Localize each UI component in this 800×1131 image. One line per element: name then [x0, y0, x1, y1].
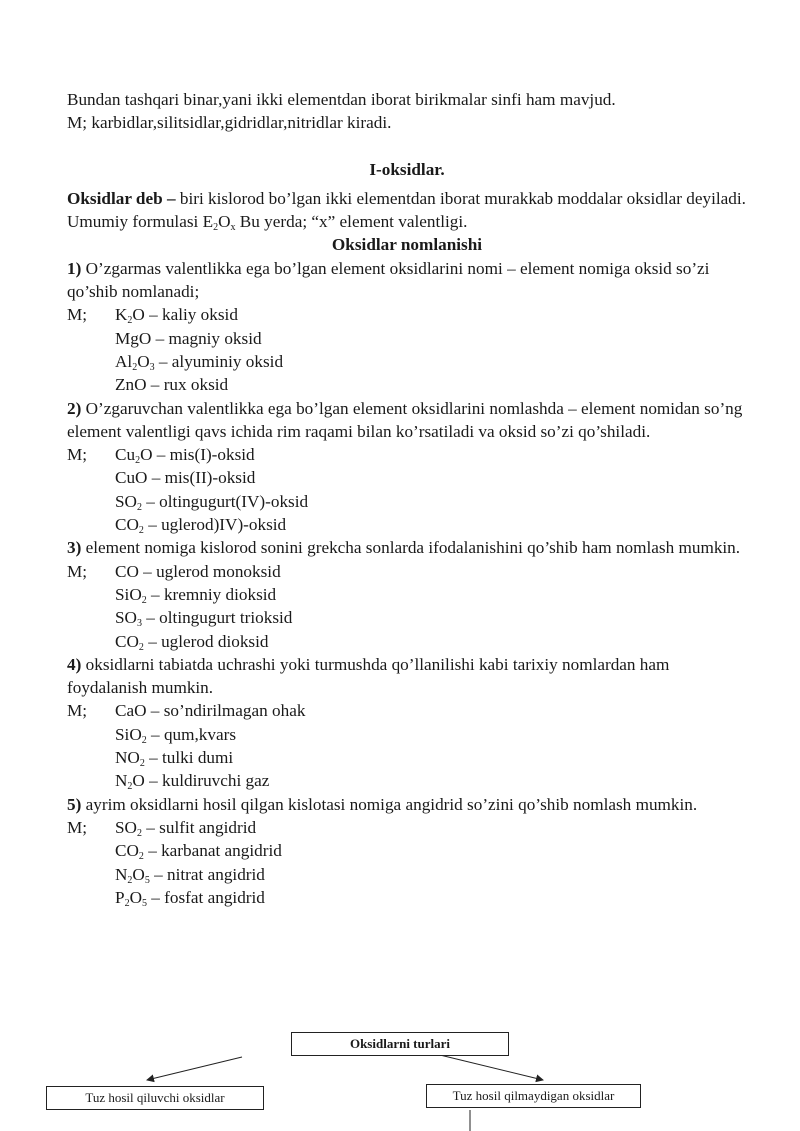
- arrow-to-right-box: [440, 1055, 543, 1080]
- example-marker: M;: [67, 445, 88, 465]
- definition-paragraph: [67, 187, 747, 210]
- document-body: [67, 88, 747, 909]
- formula-subscript: 2: [138, 641, 144, 653]
- formula-subscript: 5: [141, 897, 147, 909]
- rule-5: [67, 793, 747, 816]
- example-text: SiO: [115, 584, 142, 604]
- example-text: – alyuminiy oksid: [154, 351, 284, 371]
- example-line: [67, 443, 747, 466]
- example-text: SO: [115, 608, 137, 628]
- formula-subscript: 5: [144, 874, 150, 886]
- example-text: O – kuldiruvchi gaz: [132, 771, 270, 791]
- example-text: – uglerod dioksid: [143, 631, 269, 651]
- example-text: – qum,kvars: [146, 724, 237, 744]
- formula-subscript: 2: [124, 897, 130, 909]
- example-text: NO: [115, 748, 140, 768]
- example-text: O – mis(I)-oksid: [140, 445, 255, 465]
- example-text: – oltingugurt(IV)-oksid: [141, 491, 309, 511]
- example-line: [67, 816, 747, 839]
- example-text: CO: [115, 631, 139, 651]
- example-text: Cu: [115, 445, 136, 465]
- example-line: [67, 630, 747, 653]
- example-line: [67, 583, 747, 606]
- example-text: CaO – so’ndirilmagan ohak: [115, 701, 306, 721]
- example-text: SO: [115, 491, 137, 511]
- rule-number: 2): [67, 398, 82, 418]
- intro-line-2: M; karbidlar,silitsidlar,gidridlar,nitridlar kiradi.: [67, 113, 392, 133]
- example-line: [67, 863, 747, 886]
- formula-subscript: 2: [136, 827, 142, 839]
- example-line: [67, 373, 747, 396]
- left-box: Tuz hosil qiluvchi oksidlar: [46, 1086, 264, 1110]
- rule-4: [67, 653, 747, 700]
- example-text: – oltingugurt trioksid: [141, 608, 293, 628]
- example-text: Al: [115, 351, 133, 371]
- example-line: [67, 350, 747, 373]
- naming-subtitle: Oksidlar nomlanishi: [331, 235, 483, 255]
- example-text: – sulfit angidrid: [141, 817, 257, 837]
- rule-2: [67, 397, 747, 444]
- example-text: N: [115, 771, 128, 791]
- example-line: [67, 303, 747, 326]
- example-text: SO: [115, 817, 137, 837]
- example-text: CO: [115, 515, 139, 535]
- example-line: [67, 746, 747, 769]
- example-line: [67, 723, 747, 746]
- rule-1: [67, 257, 747, 304]
- example-text: SiO: [115, 724, 142, 744]
- general-formula: Umumiy formulasi $E_2O_x$ Bu yerda; “x” element valentligi.: [67, 212, 468, 234]
- formula-subscript: 2: [132, 361, 138, 373]
- example-marker: M;: [67, 305, 88, 325]
- formula-subscript: 2: [135, 455, 141, 467]
- formula-subscript: 2: [127, 781, 133, 793]
- formula-subscript: 2: [127, 874, 133, 886]
- example-marker: M;: [67, 561, 88, 581]
- intro-line-1: Bundan tashqari binar,yani ikki elementdan iborat birikmalar sinfi ham mavjud.: [67, 90, 616, 109]
- right-box: Tuz hosil qilmaydigan oksidlar: [426, 1084, 641, 1108]
- rule-text: O’zgarmas valentlikka ega bo’lgan element oksidlarini nomi – element nomiga oksid so’zi qo’shib nomlanadi;: [67, 258, 710, 302]
- rule-number: 4): [67, 654, 82, 674]
- rule-3: [67, 536, 747, 559]
- arrow-to-left-box: [147, 1057, 242, 1080]
- example-text: O: [129, 887, 142, 907]
- example-text: K: [115, 305, 128, 325]
- rule-number: 1): [67, 258, 82, 278]
- formula-subscript: 2: [138, 851, 144, 863]
- definition-term: Oksidlar deb –: [67, 188, 176, 208]
- example-line: [67, 327, 747, 350]
- example-text: – karbanat angidrid: [143, 841, 282, 861]
- example-line: [67, 699, 747, 722]
- naming-rules: [67, 257, 747, 909]
- rule-text: element nomiga kislorod sonini grekcha sonlarda ifodalanishini qo’shib ham nomlash mumkin.: [81, 538, 741, 558]
- rule-text: ayrim oksidlarni hosil qilgan kislotasi nomiga angidrid so’zini qo’shib nomlash mumkin.: [81, 794, 698, 814]
- example-text: O – kaliy oksid: [132, 305, 238, 325]
- formula-subscript: 2: [138, 525, 144, 537]
- formula-subscript: 2: [127, 315, 133, 327]
- example-text: O: [132, 864, 145, 884]
- example-text: CuO – mis(II)-oksid: [115, 468, 256, 488]
- formula-subscript: 3: [136, 618, 142, 630]
- example-line: [67, 769, 747, 792]
- formula-subscript: 2: [139, 758, 145, 770]
- example-marker: M;: [67, 817, 88, 837]
- example-line: [67, 560, 747, 583]
- example-line: [67, 466, 747, 489]
- example-text: N: [115, 864, 128, 884]
- example-line: [67, 839, 747, 862]
- example-text: CO – uglerod monoksid: [115, 561, 281, 581]
- example-text: – fosfat angidrid: [146, 887, 265, 907]
- oxide-types-diagram: [0, 1020, 800, 1131]
- example-text: – uglerod)IV)-oksid: [143, 515, 287, 535]
- rule-text: oksidlarni tabiatda uchrashi yoki turmushda qo’llanilishi kabi tarixiy nomlardan ham foydalanish mumkin.: [67, 654, 670, 698]
- formula-subscript: 3: [149, 361, 155, 373]
- example-text: MgO – magniy oksid: [115, 328, 262, 348]
- example-marker: M;: [67, 701, 88, 721]
- rule-text: O’zgaruvchan valentlikka ega bo’lgan element oksidlarini nomlashda – element nomidan so’ng element valentligi qavs ichida rim raqami bilan ko’rsatiladi va oksid so’zi qo’shiladi.: [67, 398, 743, 441]
- formula-subscript: 2: [141, 734, 147, 746]
- root-box: Oksidlarni turlari: [291, 1032, 509, 1056]
- example-text: – kremniy dioksid: [146, 584, 277, 604]
- example-text: ZnO – rux oksid: [115, 375, 229, 395]
- formula-subscript: 2: [136, 501, 142, 513]
- example-line: [67, 606, 747, 629]
- example-text: CO: [115, 841, 139, 861]
- example-text: – tulki dumi: [144, 748, 234, 768]
- example-line: [67, 886, 747, 909]
- formula-subscript: 2: [141, 594, 147, 606]
- rule-number: 3): [67, 538, 82, 558]
- example-text: O: [137, 351, 150, 371]
- definition-text: biri kislorod bo’lgan ikki elementdan iborat murakkab moddalar oksidlar deyiladi.: [175, 188, 746, 208]
- section-title: I-oksidlar.: [369, 159, 445, 179]
- rule-number: 5): [67, 794, 82, 814]
- example-line: [67, 513, 747, 536]
- example-line: [67, 490, 747, 513]
- example-text: P: [115, 887, 125, 907]
- example-text: – nitrat angidrid: [149, 864, 265, 884]
